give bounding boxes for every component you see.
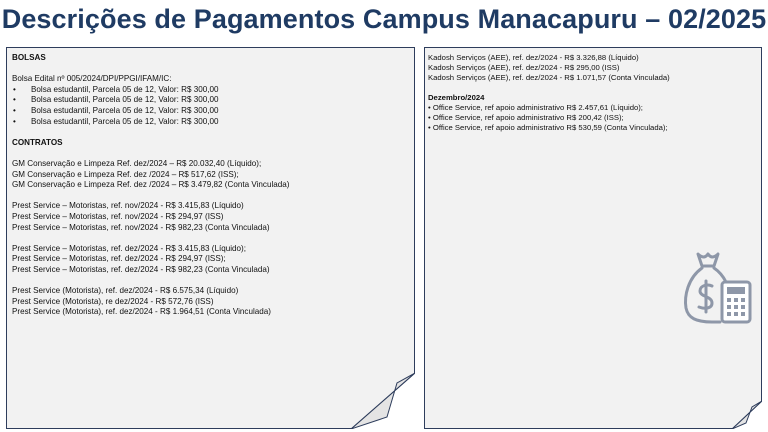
contract-line: Prest Service (Motorista), ref. dez/2024 - R$ 1.964,51 (Conta Vinculada) (12, 307, 271, 317)
bullet-icon: • (428, 113, 431, 123)
bolsa-edital-line: Bolsa Edital nº 005/2024/DPI/PPGI/IFAM/IC: (12, 74, 172, 84)
bullet-icon: • (428, 102, 431, 112)
contract-line: GM Conservação e Limpeza Ref. dez /2024 – R$ 3.479,82 (Conta Vinculada) (12, 180, 290, 190)
page-title: Descrições de Pagamentos Campus Manacapuru – 02/2025 (1, 4, 767, 34)
contract-line: Prest Service – Motoristas, ref. dez/2024 - R$ 294,97 (ISS); (12, 254, 226, 264)
bolsa-item-text: Bolsa estudantil, Parcela 05 de 12, Valor: R$ 300,00 (31, 116, 219, 126)
bullet-icon: • (13, 84, 16, 94)
right-panel-content (428, 53, 757, 133)
left-panel-content (12, 53, 410, 318)
bolsa-item-text: Bolsa estudantil, Parcela 05 de 12, Valor: R$ 300,00 (31, 84, 219, 94)
bolsa-item-text: Bolsa estudantil, Parcela 05 de 12, Valor: R$ 300,00 (31, 95, 219, 105)
bolsa-item-text: Bolsa estudantil, Parcela 05 de 12, Valor: R$ 300,00 (31, 105, 219, 115)
kadosh-line: Kadosh Serviços (AEE), ref. dez/2024 - R$ 295,00 (ISS) (428, 63, 620, 73)
list-item (12, 117, 410, 128)
bullet-icon: • (13, 95, 16, 105)
list-item (12, 95, 410, 106)
money-bag-calculator-icon (682, 250, 754, 326)
contract-line: Prest Service – Motoristas, ref. nov/2024 - R$ 294,97 (ISS) (12, 211, 224, 221)
right-note-panel (424, 47, 762, 429)
page-curl-decoration (732, 401, 762, 429)
bullet-icon: • (13, 116, 16, 126)
office-line: Office Service, ref apoio administrativo R$ 200,42 (ISS); (432, 113, 624, 123)
contract-line: Prest Service (Motorista), ref. dez/2024 - R$ 6.575,34 (Líquido) (12, 286, 239, 296)
contract-line: Prest Service (Motorista), re dez/2024 - R$ 572,76 (ISS) (12, 296, 214, 306)
list-item (428, 103, 757, 113)
bullet-icon: • (13, 105, 16, 115)
contract-line: Prest Service – Motoristas, ref. nov/2024 - R$ 982,23 (Conta Vinculada) (12, 222, 270, 232)
contract-line: GM Conservação e Limpeza Ref. dez/2024 – R$ 20.032,40 (Líquido); (12, 158, 262, 168)
page-curl-decoration (351, 373, 415, 429)
dezembro-heading: Dezembro/2024 (428, 92, 485, 102)
kadosh-line: Kadosh Serviços (AEE), ref. dez/2024 - R$ 1.071,57 (Conta Vinculada) (428, 73, 670, 83)
contract-line: Prest Service – Motoristas, ref. dez/2024 - R$ 982,23 (Conta Vinculada) (12, 264, 270, 274)
contract-line: Prest Service – Motoristas, ref. nov/2024 - R$ 3.415,83 (Líquido) (12, 201, 244, 211)
kadosh-line: Kadosh Serviços (AEE), ref. dez/2024 - R$ 3.326,88 (Líquido) (428, 53, 639, 62)
contract-line: GM Conservação e Limpeza Ref. dez /2024 – R$ 517,62 (ISS); (12, 169, 239, 179)
contratos-heading: CONTRATOS (12, 137, 63, 147)
list-item (428, 113, 757, 123)
bullet-icon: • (428, 123, 431, 133)
list-item (428, 123, 757, 133)
bolsas-heading: BOLSAS (12, 53, 46, 62)
left-note-panel (6, 47, 415, 429)
list-item (12, 106, 410, 117)
office-line: Office Service, ref apoio administrativo R$ 2.457,61 (Líquido); (432, 102, 643, 112)
office-line: Office Service, ref apoio administrativo R$ 530,59 (Conta Vinculada); (432, 123, 668, 133)
list-item (12, 85, 410, 96)
contract-line: Prest Service – Motoristas, ref. dez/2024 - R$ 3.415,83 (Líquido); (12, 243, 246, 253)
